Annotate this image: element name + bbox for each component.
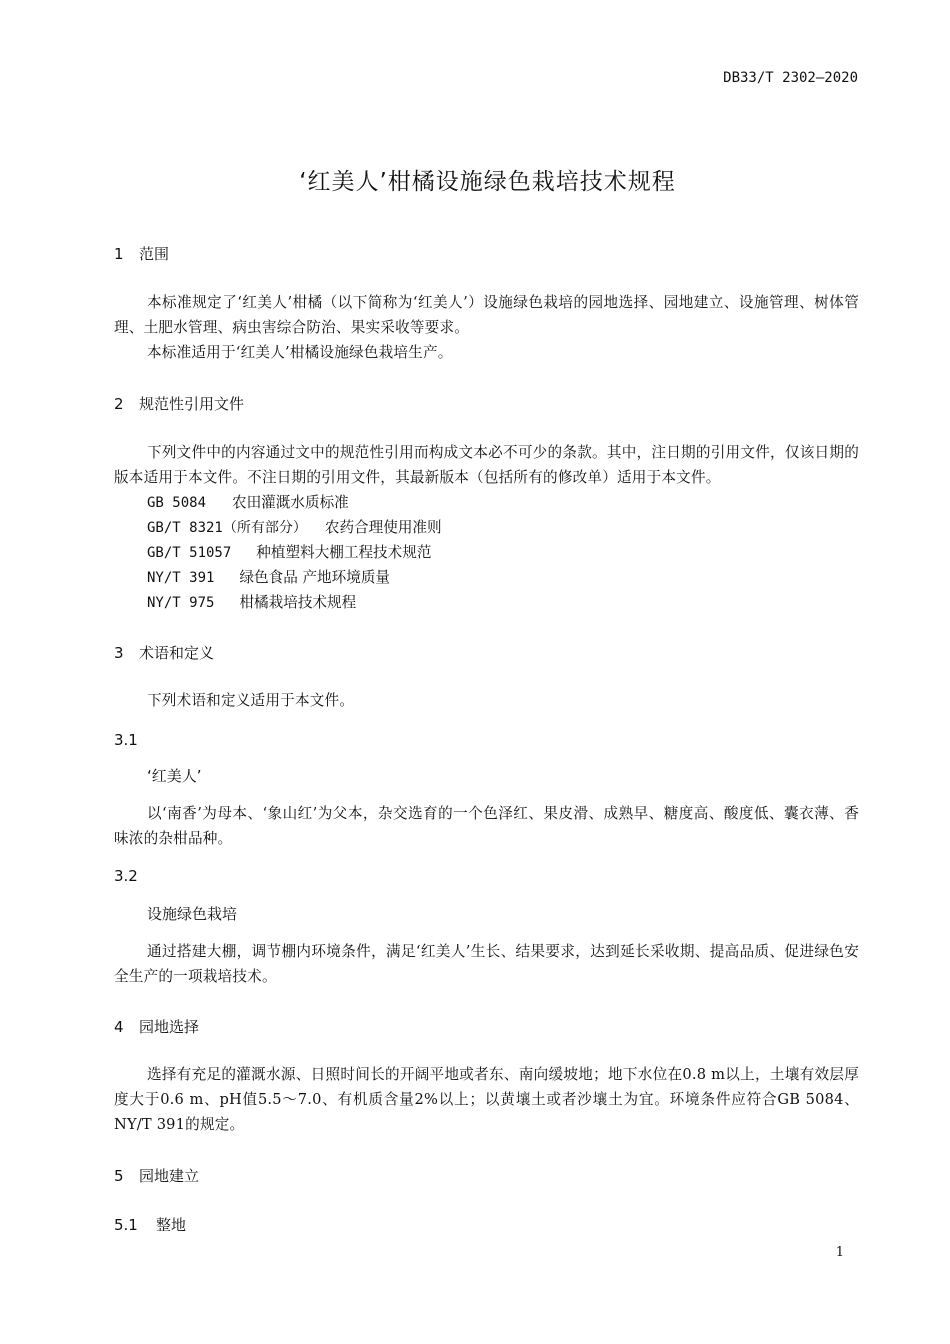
reference-item [147,590,356,616]
reference-item [147,540,431,566]
paragraph: 本标准规定了‘红美人’柑橘（以下简称为‘红美人’）设施绿色栽培的园地选择、园地建立、设施管理、树体管理、土肥水管理、病虫害综合防治、果实采收等要求。 [114,294,859,336]
term-definition: 通过搭建大棚，调节棚内环境条件，满足‘红美人’生长、结果要求，达到延长采收期、提高品质、促进绿色安全生产的一项栽培技术。 [114,943,859,985]
reference-item [147,490,349,516]
term-number: 3.1 [114,731,138,749]
section-title: 园地建立 [139,1167,200,1185]
paragraph: 选择有充足的灌溉水源、日照时间长的开阔平地或者东、南向缓坡地；地下水位在0.8 m以上，土壤有效层厚度大于0.6 m、pH值5.5～7.0、有机质含量2%以上；以黄壤土或者沙壤土为宜。环境条件应符合GB 5084、NY/T 391的规定。 [114,1066,859,1133]
section-heading-3 [114,642,214,663]
paragraph: 下列术语和定义适用于本文件。 [147,692,355,709]
reference-code: NY/T 391 [147,570,215,586]
section-title: 园地选择 [139,1018,200,1036]
section-heading-2 [114,393,244,414]
section-title: 范围 [139,245,170,263]
reference-title: 绿色食品 产地环境质量 [239,569,391,586]
reference-item [147,565,390,591]
term-label: 设施绿色栽培 [147,905,238,923]
reference-title: 种植塑料大棚工程技术规范 [256,544,432,561]
section-number: 2 [114,395,124,413]
section-heading-1 [114,243,169,264]
reference-code: GB/T 51057 [147,545,232,561]
section-number: 4 [114,1018,124,1036]
reference-code: GB/T 8321（所有部分） [147,520,307,536]
section-title: 规范性引用文件 [139,395,245,413]
section-title: 术语和定义 [139,644,215,662]
section-heading-4 [114,1016,199,1037]
reference-code: NY/T 975 [147,595,215,611]
paragraph: 下列文件中的内容通过文中的规范性引用而构成文本必不可少的条款。其中，注日期的引用文件，仅该日期的版本适用于本文件。不注日期的引用文件，其最新版本（包括所有的修改单）适用于本文件。 [114,444,859,486]
subsection-title: 整地 [156,1216,187,1234]
section-heading-5 [114,1165,199,1186]
subsection-heading-5-1 [114,1214,186,1235]
paragraph: 本标准适用于‘红美人’柑橘设施绿色栽培生产。 [147,344,453,361]
section-number: 1 [114,245,124,263]
reference-title: 农药合理使用准则 [324,519,442,536]
document-code: DB33/T 2302—2020 [723,70,858,86]
term-definition: 以‘南香’为母本、‘象山红’为父本，杂交选育的一个色泽红、果皮滑、成熟早、糖度高、酸度低、囊衣薄、香味浓的杂柑品种。 [114,805,859,847]
document-title: ‘红美人’柑橘设施绿色栽培技术规程 [299,169,676,195]
page-number: 1 [835,1245,844,1260]
section-number: 3 [114,644,124,662]
term-label: ‘红美人’ [147,767,202,785]
section-number: 5 [114,1167,124,1185]
reference-title: 柑橘栽培技术规程 [239,594,357,611]
term-number: 3.2 [114,867,138,885]
reference-code: GB 5084 [147,495,207,511]
reference-title: 农田灌溉水质标准 [232,494,349,511]
reference-item [147,515,442,541]
subsection-number: 5.1 [114,1216,138,1234]
